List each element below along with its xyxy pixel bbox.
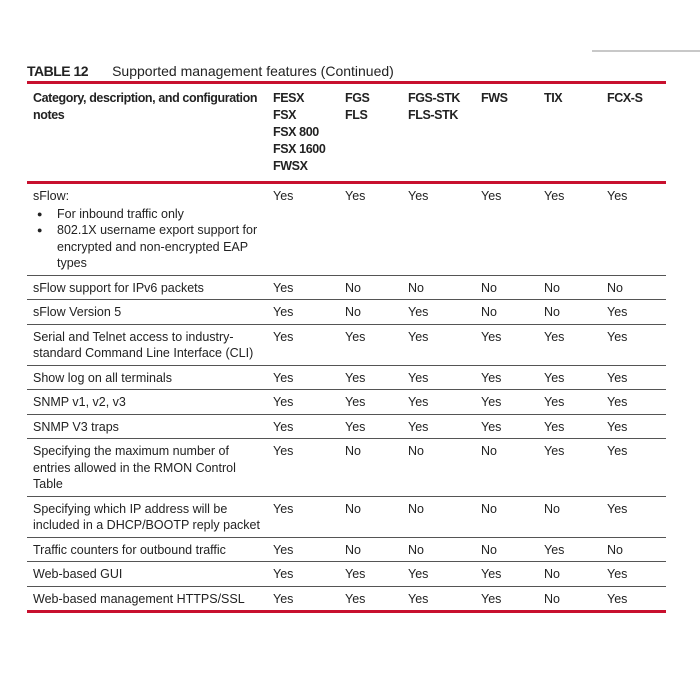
support-value: No	[345, 305, 361, 319]
support-value: Yes	[607, 329, 628, 344]
header-model-name: FSX 800	[273, 125, 319, 139]
feature-cell	[27, 365, 267, 390]
feature-text: Traffic counters for outbound traffic	[33, 542, 226, 557]
support-value: Yes	[345, 189, 366, 203]
feature-text: Serial and Telnet access to industry-standard Command Line Interface (CLI)	[33, 329, 254, 360]
support-value: Yes	[273, 419, 294, 434]
support-value: Yes	[481, 329, 502, 344]
support-value: No	[481, 280, 497, 295]
table-caption	[27, 63, 394, 79]
support-value: Yes	[607, 305, 628, 319]
support-value: Yes	[481, 189, 502, 203]
header-model-name: FSX	[273, 108, 297, 122]
header-column	[339, 83, 402, 183]
feature-cell	[27, 300, 267, 325]
table-row	[27, 300, 666, 325]
header-column	[267, 83, 339, 183]
support-value: No	[544, 280, 560, 295]
feature-text: Specifying the maximum number of entries allowed in the RMON Control Table	[33, 444, 236, 491]
support-value: Yes	[607, 419, 628, 434]
table-row	[27, 324, 666, 365]
feature-notes-list	[33, 206, 263, 272]
header-model-name: FLS	[345, 108, 368, 122]
support-value: Yes	[345, 329, 366, 344]
support-value: Yes	[544, 395, 565, 409]
table-row	[27, 365, 666, 390]
support-value: No	[481, 542, 497, 557]
support-value: Yes	[544, 370, 565, 385]
feature-cell	[27, 183, 267, 276]
feature-text: sFlow:	[33, 189, 70, 203]
support-value: Yes	[544, 419, 565, 434]
table-number: TABLE 12	[27, 63, 89, 79]
support-value: Yes	[273, 280, 294, 295]
table-row	[27, 537, 666, 562]
feature-cell	[27, 414, 267, 439]
support-value: No	[544, 501, 560, 516]
feature-cell	[27, 496, 267, 537]
support-value: Yes	[544, 542, 565, 557]
header-row	[27, 83, 666, 183]
support-value: Yes	[273, 567, 294, 581]
support-value: Yes	[607, 370, 628, 385]
feature-text: Show log on all terminals	[33, 370, 172, 385]
feature-text: sFlow Version 5	[33, 305, 122, 319]
support-value: Yes	[408, 189, 429, 203]
feature-text: sFlow support for IPv6 packets	[33, 280, 204, 295]
support-value: No	[345, 280, 361, 295]
feature-text: Web-based GUI	[33, 567, 123, 581]
support-value: Yes	[345, 591, 366, 606]
header-column	[538, 83, 601, 183]
support-value: Yes	[607, 501, 628, 516]
support-value: Yes	[345, 370, 366, 385]
support-value: Yes	[345, 395, 366, 409]
feature-note: ● 802.1X username export support for encrypted and non-encrypted EAP types	[57, 222, 263, 272]
feature-cell	[27, 586, 267, 612]
feature-cell	[27, 562, 267, 587]
support-value: Yes	[607, 189, 628, 203]
support-value: Yes	[408, 329, 429, 344]
table-row	[27, 183, 666, 276]
header-category: Category, description, and configuration notes	[33, 91, 258, 122]
support-value: Yes	[273, 501, 294, 516]
feature-cell	[27, 537, 267, 562]
header-model-name: FGS-STK	[408, 91, 461, 105]
header-model-name: FWSX	[273, 159, 308, 173]
support-value: Yes	[607, 591, 628, 606]
support-value: Yes	[273, 189, 294, 203]
support-value: No	[408, 542, 424, 557]
support-value: No	[481, 444, 497, 458]
support-value: Yes	[481, 419, 502, 434]
feature-text: Web-based management HTTPS/SSL	[33, 591, 245, 606]
feature-cell	[27, 324, 267, 365]
header-column	[601, 83, 666, 183]
support-value: Yes	[273, 591, 294, 606]
support-value: Yes	[273, 542, 294, 557]
table-row	[27, 439, 666, 497]
table-row	[27, 275, 666, 300]
table-row	[27, 390, 666, 415]
header-model-name: FCX-S	[607, 91, 643, 105]
header-model-name: FSX 1600	[273, 142, 326, 156]
feature-cell	[27, 390, 267, 415]
support-value: Yes	[544, 329, 565, 344]
support-value: Yes	[607, 395, 628, 409]
support-value: No	[544, 567, 560, 581]
table-body	[27, 183, 666, 612]
table-row	[27, 586, 666, 612]
support-value: Yes	[273, 305, 294, 319]
support-value: Yes	[273, 329, 294, 344]
support-value: Yes	[607, 444, 628, 458]
table-title: Supported management features (Continued)	[112, 63, 394, 79]
support-value: No	[544, 305, 560, 319]
support-value: Yes	[345, 567, 366, 581]
support-value: No	[544, 591, 560, 606]
support-value: Yes	[408, 567, 429, 581]
support-value: Yes	[273, 444, 294, 458]
header-model-name: FWS	[481, 91, 508, 105]
support-value: Yes	[408, 395, 429, 409]
support-value: Yes	[481, 591, 502, 606]
support-value: Yes	[481, 567, 502, 581]
support-value: No	[345, 444, 361, 458]
feature-text: Specifying which IP address will be included in a DHCP/BOOTP reply packet	[33, 501, 260, 532]
support-value: No	[607, 542, 623, 557]
feature-note: ● For inbound traffic only	[57, 206, 263, 223]
support-value: Yes	[273, 395, 294, 409]
feature-text: SNMP v1, v2, v3	[33, 395, 126, 409]
support-value: Yes	[544, 444, 565, 458]
support-value: No	[481, 501, 497, 516]
header-column	[402, 83, 475, 183]
feature-cell	[27, 439, 267, 497]
support-value: Yes	[408, 305, 429, 319]
support-value: No	[408, 280, 424, 295]
table-row	[27, 496, 666, 537]
table-row	[27, 414, 666, 439]
table-row	[27, 562, 666, 587]
support-value: No	[408, 501, 424, 516]
header-column	[475, 83, 538, 183]
support-value: Yes	[481, 370, 502, 385]
support-value: Yes	[408, 591, 429, 606]
support-value: Yes	[273, 370, 294, 385]
header-model-name: FLS-STK	[408, 108, 458, 122]
header-model-name: FGS	[345, 91, 370, 105]
support-value: Yes	[481, 395, 502, 409]
management-features-table	[27, 81, 666, 613]
support-value: Yes	[544, 189, 565, 203]
support-value: Yes	[607, 567, 628, 581]
support-value: Yes	[408, 419, 429, 434]
support-value: No	[481, 305, 497, 319]
header-model-name: TIX	[544, 91, 563, 105]
header-model-name: FESX	[273, 91, 305, 105]
support-value: Yes	[408, 370, 429, 385]
page-header-rule	[592, 50, 700, 52]
support-value: No	[345, 542, 361, 557]
feature-cell	[27, 275, 267, 300]
support-value: No	[408, 444, 424, 458]
support-value: No	[345, 501, 361, 516]
support-value: Yes	[345, 419, 366, 434]
support-value: No	[607, 280, 623, 295]
feature-text: SNMP V3 traps	[33, 419, 119, 434]
